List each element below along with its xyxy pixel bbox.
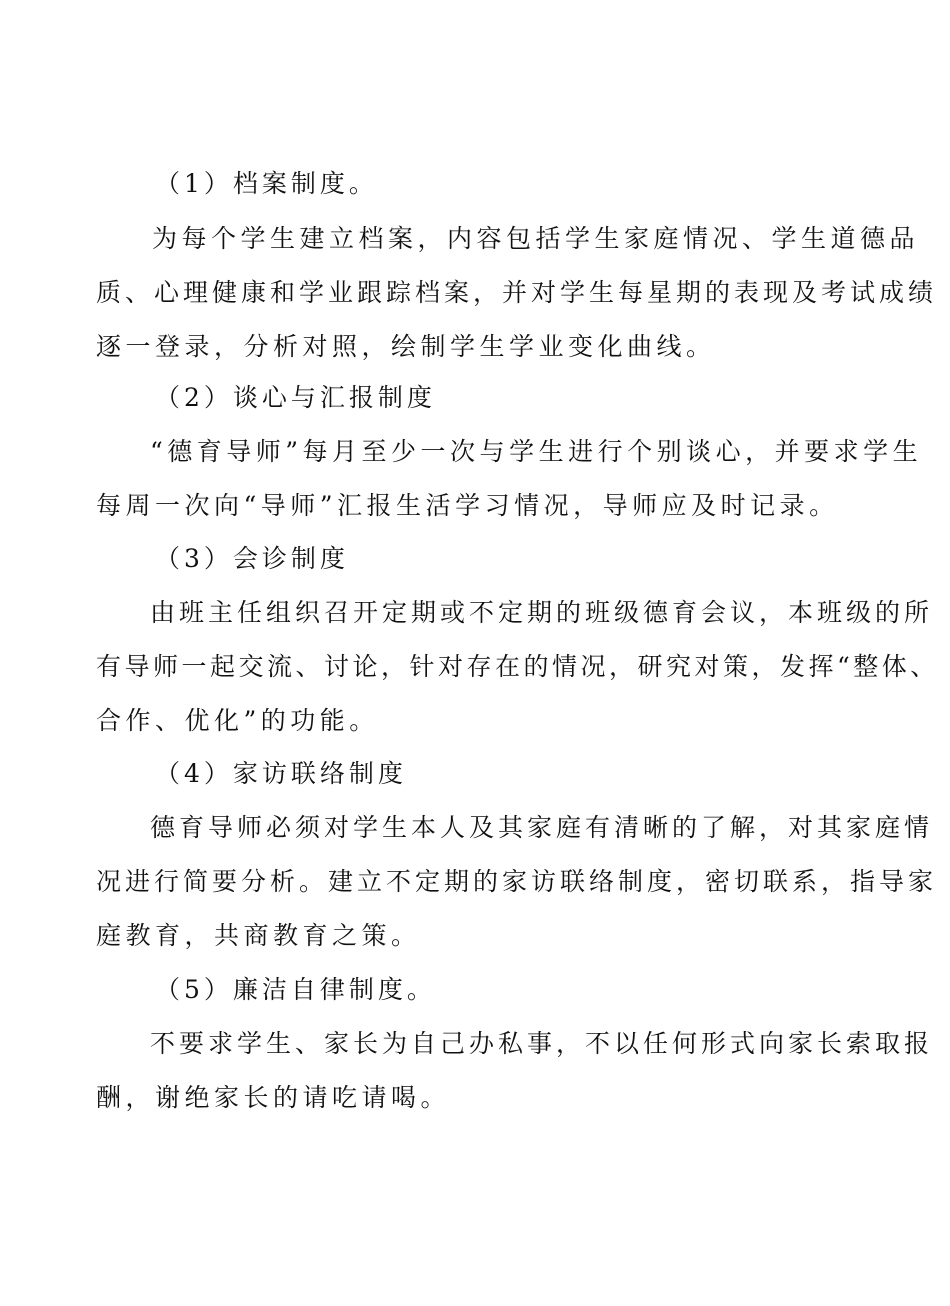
paragraph-line: 合作、优化”的功能。 xyxy=(96,706,379,735)
section-heading: （1）档案制度。 xyxy=(155,169,378,198)
paragraph-line: 况进行简要分析。建立不定期的家访联络制度，密切联系，指导家 xyxy=(96,867,938,896)
paragraph-line: “德育导师”每月至少一次与学生进行个别谈心，并要求学生 xyxy=(150,437,923,466)
paragraph-line: 为每个学生建立档案，内容包括学生家庭情况、学生道德品 xyxy=(152,224,920,253)
paragraph-line: 逐一登录，分析对照，绘制学生学业变化曲线。 xyxy=(96,332,716,361)
section-heading: （4）家访联络制度 xyxy=(155,759,407,788)
paragraph-line: 质、心理健康和学业跟踪档案，并对学生每星期的表现及考试成绩 xyxy=(96,278,938,307)
paragraph-line: 每周一次向“导师”汇报生活学习情况，导师应及时记录。 xyxy=(96,491,839,520)
paragraph-line: 德育导师必须对学生本人及其家庭有清晰的了解，对其家庭情 xyxy=(150,813,934,842)
paragraph-line: 由班主任组织召开定期或不定期的班级德育会议，本班级的所 xyxy=(150,598,934,627)
paragraph-line: 有导师一起交流、讨论，针对存在的情况，研究对策，发挥“整体、 xyxy=(96,652,939,681)
paragraph-line: 酬，谢绝家长的请吃请喝。 xyxy=(96,1083,451,1112)
paragraph-line: 庭教育，共商教育之策。 xyxy=(96,921,421,950)
paragraph-line: 不要求学生、家长为自己办私事，不以任何形式向家长索取报 xyxy=(150,1029,934,1058)
section-heading: （5）廉洁自律制度。 xyxy=(155,975,436,1004)
section-heading: （3）会诊制度 xyxy=(155,544,349,573)
section-heading: （2）谈心与汇报制度 xyxy=(155,383,436,412)
